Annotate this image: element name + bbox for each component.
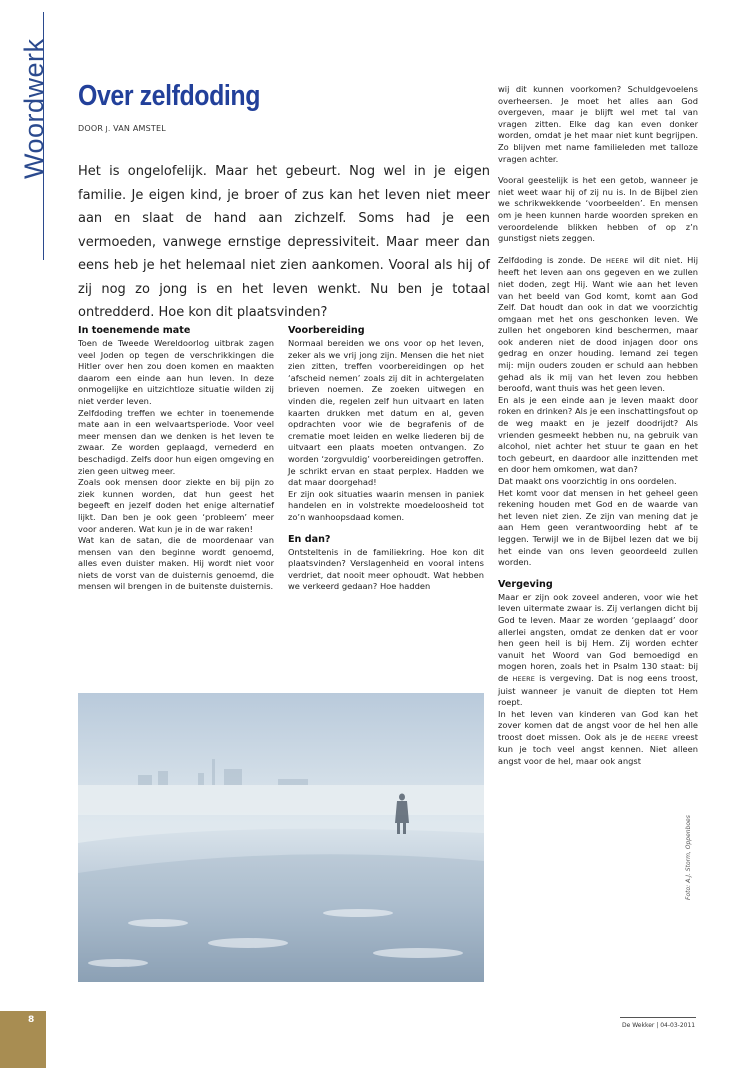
page-number-box xyxy=(0,1011,46,1068)
col3-paragraph: Het komt voor dat mensen in het geheel geen rekening houden met God en de waarde van het leven niet zien. Ze zijn van mening dat je aan Hem geen verantwoording hebt af te leggen. Terwijl we in de Bijbel lezen dat we bij het einde van ons leven geoordeeld zullen worden. xyxy=(498,487,698,568)
heading-en-dan: En dan? xyxy=(288,533,331,545)
column-2 xyxy=(288,325,484,593)
col2-paragraph: Je schrikt ervan en staat perplex. Hadden we dat maar doorgehad! xyxy=(288,465,484,488)
column-3 xyxy=(498,84,698,768)
col3-paragraph: Maar er zijn ook zoveel anderen, voor wie het leven uitermate zwaar is. Zij verlangen dicht bij God te leven. Maar ze worden ‘geplaagd’ door allerlei angsten, omdat ze denken dat er voor hen geen heil is bij Hem. Zij worden echter vanuit het Woord van God bemoedigd en mogen horen, zoals het in Psalm 130 staat: bij de HEERE is vergeving. Dat is nog eens troost, juist wanneer je vanuit de diepten tot Hem roept. xyxy=(498,591,698,708)
article-photo xyxy=(78,693,484,982)
byline-initial: J. xyxy=(105,125,111,133)
heading-voorbereiding: Voorbereiding xyxy=(288,325,365,336)
column-1 xyxy=(78,325,274,593)
col1-paragraph: Zelfdoding treffen we echter in toenemende mate aan in een welvaartsperiode. Voor veel meer mensen dan we denken is het leven te zwaar. Ze worden geplaagd, vernederd en beschadigd. Zelfs door hun eigen omgeving en zien geen uitweg meer. xyxy=(78,407,274,476)
byline-author: VAN AMSTEL xyxy=(113,124,166,133)
col3-paragraph: wij dit kunnen voorkomen? Schuldgevoelens overheersen. Je moet het alles aan God overgeven, maar je blijft wel met tal van vragen zitten. Elke dag kan even donker worden, omdat je het maar niet kunt begrijpen. Zo blijven met name familieleden met talloze vragen achter. xyxy=(498,84,698,164)
col3-paragraph: In het leven van kinderen van God kan het zover komen dat de angst voor de hel hen alle troost doet missen. Ook als je de HEERE vreest kun je toch veel angst kennen. Niet alleen angst voor de hel, maar ook angst xyxy=(498,708,698,767)
article-title: Over zelfdoding xyxy=(78,80,261,112)
photo-credit: Foto: A.J. Storm, Oppenboes xyxy=(685,815,692,900)
heading-vergeving: Vergeving xyxy=(498,578,553,590)
heere-smallcaps: HEERE xyxy=(606,256,629,265)
col3-paragraph: Dat maakt ons voorzichtig in ons oordelen. xyxy=(498,476,677,486)
heere-smallcaps: HEERE xyxy=(512,674,536,683)
heading-toenemende-mate: In toenemende mate xyxy=(78,325,191,336)
col2-paragraph: Ontsteltenis in de familiekring. Hoe kon dit plaatsvinden? Verslagenheid en vooral intens verdriet, dat nooit meer ophoudt. Wat hebben we verkeerd gedaan? Hoe hadden xyxy=(288,546,484,592)
col1-paragraph: Wat kan de satan, die de moordenaar van mensen van den beginne wordt genoemd, alles even duister maken. Hij wordt niet voor niets de vorst van de duisternis genoemd, die mensen wil brengen in de buitenste duisternis. xyxy=(78,535,274,592)
col3-paragraph: En als je een einde aan je leven maakt door roken en drinken? Als je een inschattingsfout op de weg maakt en je jezelf doodrijdt? Als vrienden gesmeekt hebben nu, na gebruik van alcohol, niet achter het stuur te gaan en het toch gebeurt, en daardoor alle inzittenden met en door hem omkomen, wat dan? xyxy=(498,394,698,475)
col2-paragraph: Er zijn ook situaties waarin mensen in paniek handelen en in volstrekte moedeloosheid tot zo’n wanhoopsdaad komen. xyxy=(288,488,484,522)
lead-paragraph: Het is ongelofelijk. Maar het gebeurt. Nog wel in je eigen familie. Je eigen kind, je broer of zus kan het leven niet meer aan en slaat de hand aan zichzelf. Soms had je een vermoeden, vanwege ernstige depressiviteit. Maar meer dan eens heb je het helemaal niet zien aankomen. Vooral als hij of zij nog zo jong is en het leven wenkt. Nu ben je totaal ontredderd. Hoe kon dit plaatsvinden? xyxy=(78,164,490,320)
heere-smallcaps: HEERE xyxy=(645,733,669,742)
byline-prefix: DOOR xyxy=(78,124,104,133)
byline xyxy=(78,124,166,133)
misty-snow-landscape-image xyxy=(78,693,484,982)
col1-paragraph: Toen de Tweede Wereldoorlog uitbrak zagen veel Joden op tegen de verschrikkingen die Hitler over hen zou doen komen en maakten daarom een einde aan hun leven. In deze onmogelijke en uitzichtloze situatie wilden zij niet verder leven. xyxy=(78,338,274,406)
footer-divider xyxy=(620,1017,696,1018)
page-number: 8 xyxy=(28,1015,35,1025)
footer-publication: De Wekker | 04-03-2011 xyxy=(622,1022,696,1029)
section-label: Woordwerk xyxy=(19,38,49,179)
col2-paragraph: Normaal bereiden we ons voor op het leven, zeker als we vrij jong zijn. Mensen die het niet zien zitten, treffen voorbereidingen op het ‘afscheid nemen’ zoals zij dit in achtergelaten brieven noemen. Ze zoeken uitwegen en vinden die, regelen zelf hun uitvaart en laten kaarten drukken met datum en al, geven opdrachten voor wie de begrafenis of de crematie moet leiden en welke liederen bij de uitvaart een plaats moeten ontvangen. Zo worden ‘zorgvuldig’ voorbereidingen getroffen. xyxy=(288,338,484,464)
col1-paragraph: Zoals ook mensen door ziekte en bij pijn zo ziek kunnen worden, dat hun geest het begeeft en jezelf doden het enige alternatief lijkt. Dan ben je ook geen ‘probleem’ meer voor anderen. Wat kun je in de war raken! xyxy=(78,477,274,534)
col3-paragraph: Vooral geestelijk is het een getob, wanneer je niet weet waar hij of zij nu is. In de Bijbel zien we schrikwekkende ‘voorbeelden’. En mensen om je heen kunnen harde woorden spreken en veroordelende blikken hebben of op z’n gunstigst niets zeggen. xyxy=(498,175,698,244)
col3-paragraph: Zelfdoding is zonde. De HEERE wil dit niet. Hij heeft het leven aan ons gegeven en we zullen niet doden, zegt Hij. Want wie aan het leven van het beeld van God komt, komt aan God Zelf. Dat houdt dan ook in dat we voorzichtig omgaan met het ons geschonken leven. We zullen het ongeboren kind beschermen, maar ook anderen niet de dood injagen door ons gedrag en onzer houding. Iemand zei tegen mij: mijn ouders zouden er schuld aan hebben gehad als ik mij van het leven zou hebben beroofd, want thuis was het geen leven. xyxy=(498,254,698,394)
